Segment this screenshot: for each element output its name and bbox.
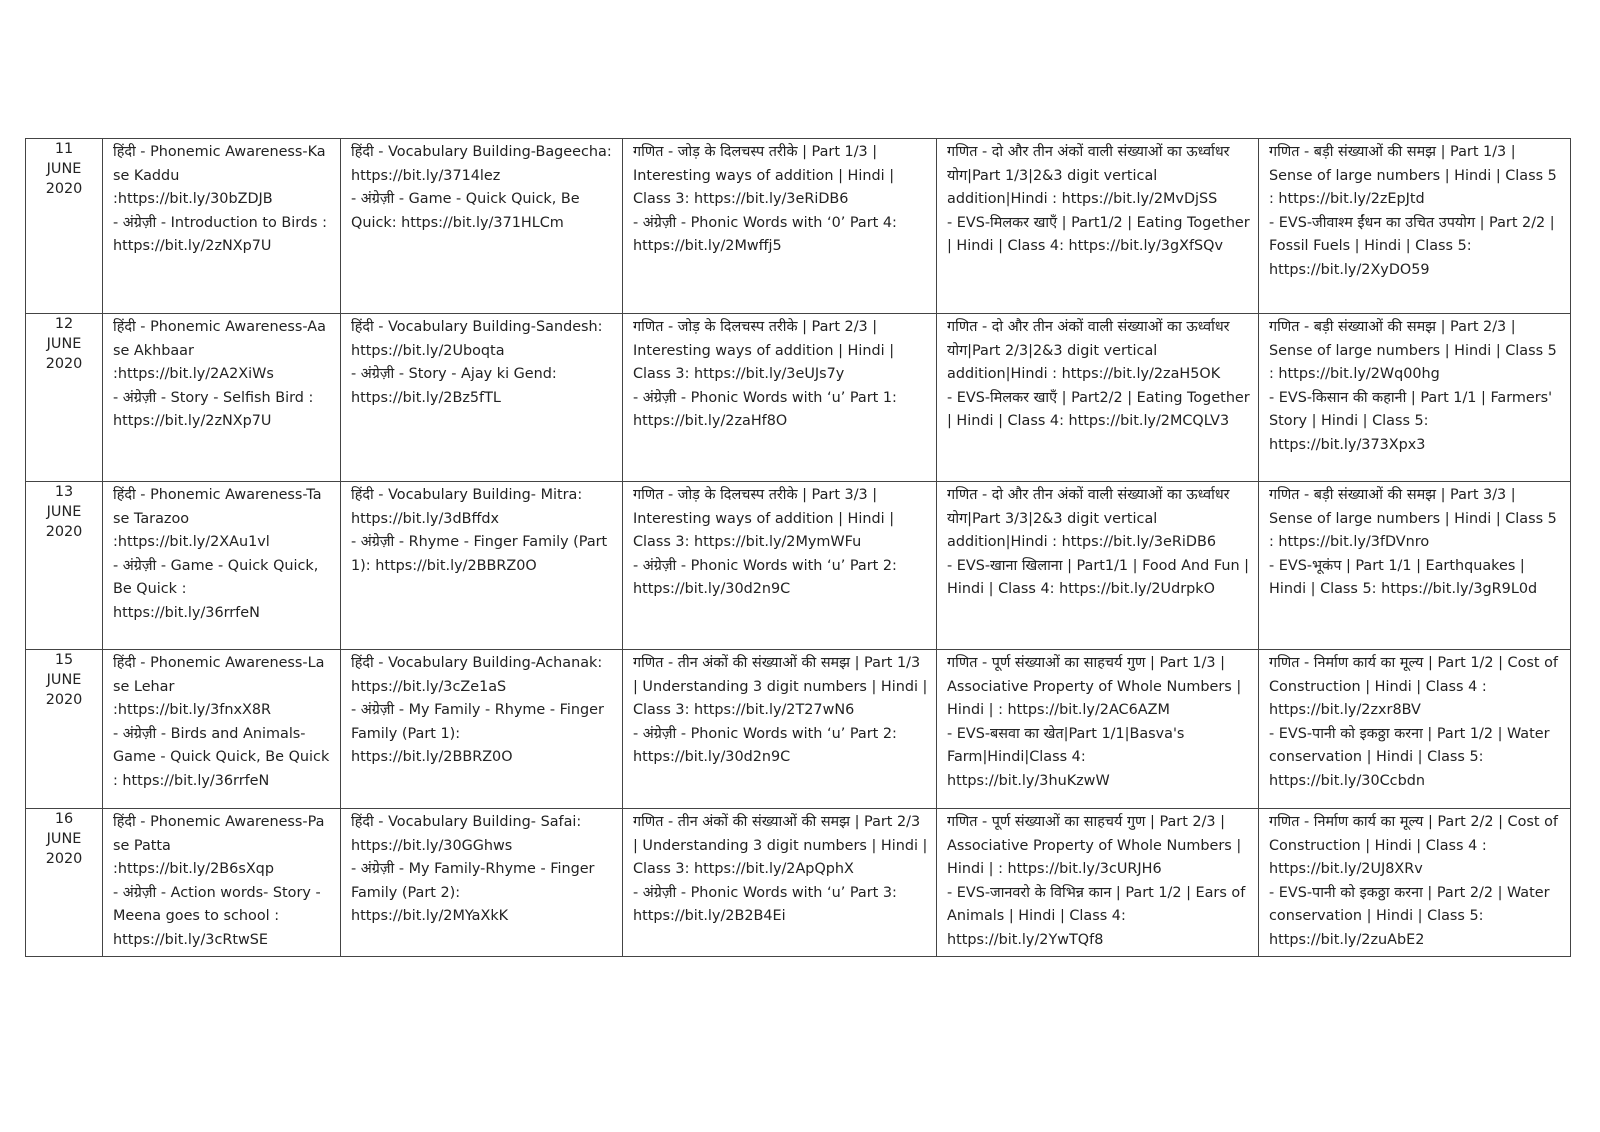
lesson-entry: - EVS-किसान की कहानी | Part 1/1 | Farmers' Story | Hindi | Class 5: https://bit.ly/373Xpx3 <box>1269 389 1553 453</box>
lesson-entry: - EVS-बसवा का खेत|Part 1/1|Basva's Farm|Hindi|Class 4: https://bit.ly/3huKzwW <box>947 725 1185 789</box>
lesson-entry: - EVS-जीवाश्म ईंधन का उचित उपयोग | Part 2/2 | Fossil Fuels | Hindi | Class 5: https://bit.ly/2XyDO59 <box>1269 214 1555 278</box>
lesson-entry: - EVS-खाना खिलाना | Part1/1 | Food And Fun | Hindi | Class 4: https://bit.ly/2UdrpkO <box>947 557 1249 597</box>
lesson-cell <box>341 809 623 957</box>
lesson-entry: हिंदी - Vocabulary Building- Mitra: https://bit.ly/3dBffdx <box>351 487 583 527</box>
lesson-entry: गणित - तीन अंकों की संख्याओं की समझ | Part 2/3 | Understanding 3 digit numbers | Hindi | Class 3: https://bit.ly/2ApQphX <box>633 814 928 877</box>
lesson-cell <box>1259 139 1571 314</box>
lesson-cell <box>341 650 623 809</box>
lesson-entry: गणित - दो और तीन अंकों वाली संख्याओं का ऊर्ध्वाधर योग|Part 1/3|2&3 digit vertical addition|Hindi : https://bit.ly/2MvDjSS <box>947 144 1230 207</box>
date-part: 2020 <box>45 692 83 708</box>
schedule-table <box>25 138 1571 957</box>
lesson-entry: हिंदी - Vocabulary Building- Safai: https://bit.ly/30GGhws <box>351 814 582 854</box>
lesson-cell <box>937 482 1259 650</box>
table-row <box>26 482 1571 650</box>
lesson-entry: हिंदी - Phonemic Awareness-Ta se Tarazoo :https://bit.ly/2XAu1vl <box>113 487 322 550</box>
table-row <box>26 314 1571 482</box>
lesson-entry: हिंदी - Vocabulary Building-Sandesh: https://bit.ly/2Uboqta <box>351 319 603 359</box>
date-part: JUNE <box>46 672 82 688</box>
lesson-cell <box>1259 482 1571 650</box>
lesson-cell <box>937 650 1259 809</box>
date-part: 15 <box>54 652 74 668</box>
lesson-entry: गणित - बड़ी संख्याओं की समझ | Part 1/3 | Sense of large numbers | Hindi | Class 5 : https://bit.ly/2zEpJtd <box>1269 144 1557 207</box>
lesson-cell <box>623 482 937 650</box>
lesson-entry: हिंदी - Vocabulary Building-Bageecha: https://bit.ly/3714lez <box>351 144 612 184</box>
lesson-cell <box>103 139 341 314</box>
lesson-entry: - अंग्रेज़ी - Game - Quick Quick, Be Quick : https://bit.ly/36rrfeN <box>113 557 319 621</box>
lesson-entry: गणित - निर्माण कार्य का मूल्य | Part 2/2 | Cost of Construction | Hindi | Class 4 : https://bit.ly/2UJ8XRv <box>1269 814 1558 877</box>
lesson-entry: गणित - पूर्ण संख्याओं का साहचर्य गुण | Part 1/3 | Associative Property of Whole Numbers | Hindi | : https://bit.ly/2AC6AZM <box>947 655 1242 718</box>
lesson-cell <box>623 650 937 809</box>
lesson-cell <box>341 139 623 314</box>
date-part: 2020 <box>45 851 83 867</box>
lesson-entry: - अंग्रेज़ी - Phonic Words with ‘u’ Part 2: https://bit.ly/30d2n9C <box>633 725 897 765</box>
lesson-entry: - अंग्रेज़ी - Phonic Words with ‘u’ Part 2: https://bit.ly/30d2n9C <box>633 557 897 597</box>
lesson-entry: गणित - निर्माण कार्य का मूल्य | Part 1/2 | Cost of Construction | Hindi | Class 4 : https://bit.ly/2zxr8BV <box>1269 655 1558 718</box>
lesson-entry: - अंग्रेज़ी - Phonic Words with ‘u’ Part 3: https://bit.ly/2B2B4Ei <box>633 884 897 924</box>
lesson-cell <box>103 482 341 650</box>
date-part: 13 <box>54 484 74 500</box>
date-cell <box>26 650 103 809</box>
lesson-entry: - अंग्रेज़ी - My Family-Rhyme - Finger Family (Part 2): https://bit.ly/2MYaXkK <box>351 861 595 924</box>
lesson-entry: - अंग्रेज़ी - Action words- Story - Meena goes to school : https://bit.ly/3cRtwSE <box>113 884 321 948</box>
lesson-entry: गणित - पूर्ण संख्याओं का साहचर्य गुण | Part 2/3 | Associative Property of Whole Numbers | Hindi | : https://bit.ly/3cURJH6 <box>947 814 1242 877</box>
lesson-entry: - अंग्रेज़ी - Game - Quick Quick, Be Quick: https://bit.ly/371HLCm <box>351 191 580 231</box>
lesson-entry: गणित - जोड़ के दिलचस्प तरीके | Part 3/3 | Interesting ways of addition | Hindi | Class 3: https://bit.ly/2MymWFu <box>633 487 895 550</box>
lesson-entry: - अंग्रेज़ी - Introduction to Birds : https://bit.ly/2zNXp7U <box>113 214 327 254</box>
lesson-entry: गणित - जोड़ के दिलचस्प तरीके | Part 2/3 | Interesting ways of addition | Hindi | Class 3: https://bit.ly/3eUJs7y <box>633 319 895 382</box>
lesson-entry: गणित - बड़ी संख्याओं की समझ | Part 3/3 | Sense of large numbers | Hindi | Class 5 : https://bit.ly/3fDVnro <box>1269 487 1557 550</box>
date-cell <box>26 809 103 957</box>
lesson-cell <box>103 809 341 957</box>
date-part: 2020 <box>45 524 83 540</box>
date-part: JUNE <box>46 831 82 847</box>
lesson-entry: - अंग्रेज़ी - Phonic Words with ‘0’ Part 4: https://bit.ly/2Mwffj5 <box>633 214 897 254</box>
lesson-entry: गणित - दो और तीन अंकों वाली संख्याओं का ऊर्ध्वाधर योग|Part 3/3|2&3 digit vertical addition|Hindi : https://bit.ly/3eRiDB6 <box>947 487 1230 550</box>
lesson-cell <box>623 809 937 957</box>
lesson-entry: हिंदी - Vocabulary Building-Achanak: https://bit.ly/3cZe1aS <box>351 655 603 695</box>
lesson-entry: - अंग्रेज़ी - Phonic Words with ‘u’ Part 1: https://bit.ly/2zaHf8O <box>633 389 897 429</box>
lesson-entry: - अंग्रेज़ी - Story - Selfish Bird : https://bit.ly/2zNXp7U <box>113 389 314 429</box>
table-row <box>26 650 1571 809</box>
lesson-entry: हिंदी - Phonemic Awareness-La se Lehar :https://bit.ly/3fnxX8R <box>113 655 325 718</box>
lesson-cell <box>103 314 341 482</box>
lesson-cell <box>1259 650 1571 809</box>
lesson-cell <box>341 314 623 482</box>
lesson-entry: हिंदी - Phonemic Awareness-Aa se Akhbaar :https://bit.ly/2A2XiWs <box>113 319 326 382</box>
lesson-cell <box>1259 809 1571 957</box>
schedule-body <box>26 139 1571 957</box>
table-row <box>26 139 1571 314</box>
lesson-entry: - अंग्रेज़ी - Birds and Animals-Game - Quick Quick, Be Quick : https://bit.ly/36rrfeN <box>113 725 330 789</box>
lesson-entry: गणित - तीन अंकों की संख्याओं की समझ | Part 1/3 | Understanding 3 digit numbers | Hindi | Class 3: https://bit.ly/2T27wN6 <box>633 655 928 718</box>
lesson-entry: - EVS-पानी को इकठ्ठा करना | Part 2/2 | Water conservation | Hindi | Class 5: https://bit.ly/2zuAbE2 <box>1269 884 1550 948</box>
lesson-cell <box>623 139 937 314</box>
lesson-entry: हिंदी - Phonemic Awareness-Ka se Kaddu :https://bit.ly/30bZDJB <box>113 144 326 207</box>
lesson-cell <box>937 809 1259 957</box>
lesson-cell <box>103 650 341 809</box>
table-row <box>26 809 1571 957</box>
lesson-entry: गणित - दो और तीन अंकों वाली संख्याओं का ऊर्ध्वाधर योग|Part 2/3|2&3 digit vertical addition|Hindi : https://bit.ly/2zaH5OK <box>947 319 1230 382</box>
date-part: 2020 <box>45 356 83 372</box>
date-cell <box>26 139 103 314</box>
date-part: JUNE <box>46 161 82 177</box>
date-cell <box>26 482 103 650</box>
date-part: 2020 <box>45 181 83 197</box>
lesson-entry: - EVS-भूकंप | Part 1/1 | Earthquakes | Hindi | Class 5: https://bit.ly/3gR9L0d <box>1269 557 1538 597</box>
lesson-entry: - EVS-पानी को इकठ्ठा करना | Part 1/2 | Water conservation | Hindi | Class 5: https://bit.ly/30Ccbdn <box>1269 725 1550 789</box>
date-part: 16 <box>54 811 74 827</box>
lesson-entry: - अंग्रेज़ी - Rhyme - Finger Family (Part 1): https://bit.ly/2BBRZ0O <box>351 534 608 574</box>
lesson-entry: - EVS-मिलकर खाएँ | Part2/2 | Eating Together | Hindi | Class 4: https://bit.ly/2MCQLV3 <box>947 389 1250 429</box>
lesson-entry: - EVS-मिलकर खाएँ | Part1/2 | Eating Together | Hindi | Class 4: https://bit.ly/3gXfSQv <box>947 214 1250 254</box>
date-part: JUNE <box>46 336 82 352</box>
lesson-cell <box>623 314 937 482</box>
lesson-entry: - EVS-जानवरो के विभिन्न कान | Part 1/2 | Ears of Animals | Hindi | Class 4: https://bit.ly/2YwTQf8 <box>947 884 1246 948</box>
lesson-cell <box>1259 314 1571 482</box>
date-cell <box>26 314 103 482</box>
lesson-entry: हिंदी - Phonemic Awareness-Pa se Patta :https://bit.ly/2B6sXqp <box>113 814 325 877</box>
lesson-cell <box>937 314 1259 482</box>
lesson-cell <box>341 482 623 650</box>
date-part: 11 <box>54 141 74 157</box>
lesson-cell <box>937 139 1259 314</box>
lesson-entry: गणित - जोड़ के दिलचस्प तरीके | Part 1/3 | Interesting ways of addition | Hindi | Class 3: https://bit.ly/3eRiDB6 <box>633 144 895 207</box>
date-part: JUNE <box>46 504 82 520</box>
lesson-entry: - अंग्रेज़ी - My Family - Rhyme - Finger Family (Part 1): https://bit.ly/2BBRZ0O <box>351 702 604 765</box>
lesson-entry: - अंग्रेज़ी - Story - Ajay ki Gend: https://bit.ly/2Bz5fTL <box>351 366 557 406</box>
date-part: 12 <box>54 316 74 332</box>
lesson-entry: गणित - बड़ी संख्याओं की समझ | Part 2/3 | Sense of large numbers | Hindi | Class 5 : https://bit.ly/2Wq00hg <box>1269 319 1557 382</box>
